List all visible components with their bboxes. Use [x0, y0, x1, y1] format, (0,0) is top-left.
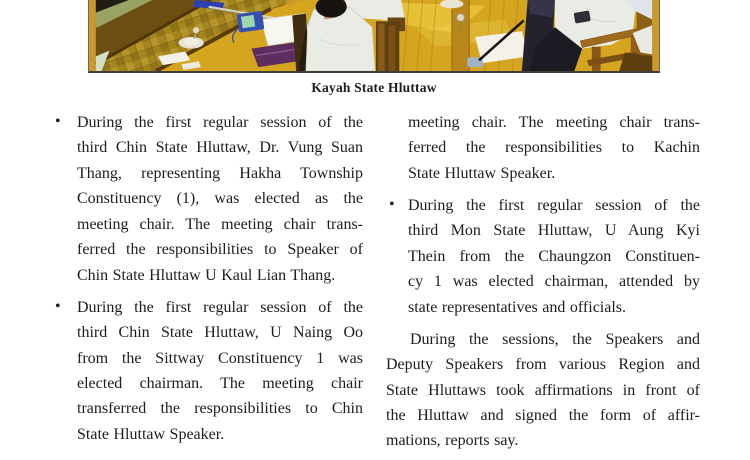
photo-caption: Kayah State Hluttaw [311, 80, 437, 95]
bullet-marker: • [55, 297, 61, 315]
text-line: During the sessions, the Speakers and [410, 330, 700, 348]
bullet-item [52, 110, 363, 288]
text-line: meeting chair. The meeting chair trans- [408, 114, 700, 131]
bullet-marker: • [389, 195, 395, 213]
text-column-right [386, 110, 700, 460]
text-line: mations, reports say. [386, 432, 519, 450]
text-line: ferred the responsibilities to Speaker of [77, 241, 363, 259]
meeting-photo [88, 0, 660, 73]
text-line: state representatives and officials. [408, 298, 627, 316]
continuation-item [386, 110, 700, 186]
text-line: Constituency (1), was elected as the [77, 190, 363, 208]
paragraph-item [386, 327, 700, 454]
text-line: Deputy Speakers from various Region and [386, 356, 700, 374]
text-line: ferred the responsibilities to Kachin [408, 139, 700, 157]
text-line: Thein from the Chaungzon Constituen- [408, 247, 700, 265]
text-line: During the first regular session of the [77, 298, 363, 316]
text-line: During the first regular session of the [408, 196, 700, 214]
text-line: Thang, representing Hakha Township [77, 164, 363, 182]
text-line: third Chin State Hluttaw, Dr. Vung Suan [77, 139, 363, 157]
text-line: third Chin State Hluttaw, U Naing Oo [77, 324, 363, 342]
text-line: the Hluttaw and signed the form of affir- [386, 406, 700, 424]
meeting-photo-illustration [89, 0, 659, 71]
text-line: State Hluttaw Speaker. [408, 164, 556, 182]
text-line: State Hluttaw Speaker. [77, 425, 225, 443]
bullet-marker: • [55, 113, 61, 130]
text-column-left [52, 110, 363, 454]
text-line: transferred the responsibilities to Chin [77, 400, 363, 418]
bullet-item [386, 193, 700, 320]
text-line: elected chairman. The meeting chair [77, 375, 363, 393]
intercom-device-icon [237, 11, 265, 33]
text-line: from the Sittway Constituency 1 was [77, 349, 363, 367]
bullet-item [52, 295, 363, 448]
text-line: State Hluttaws took affirmations in front of [386, 381, 700, 399]
text-line: During the first regular session of the [77, 114, 363, 131]
text-line: cy 1 was elected chairman, attended by [408, 273, 700, 291]
text-line: meeting chair. The meeting chair trans- [77, 215, 363, 233]
text-line: third Mon State Hluttaw, U Aung Kyi [408, 222, 700, 240]
text-line: Chin State Hluttaw U Kaul Lian Thang. [77, 266, 336, 284]
